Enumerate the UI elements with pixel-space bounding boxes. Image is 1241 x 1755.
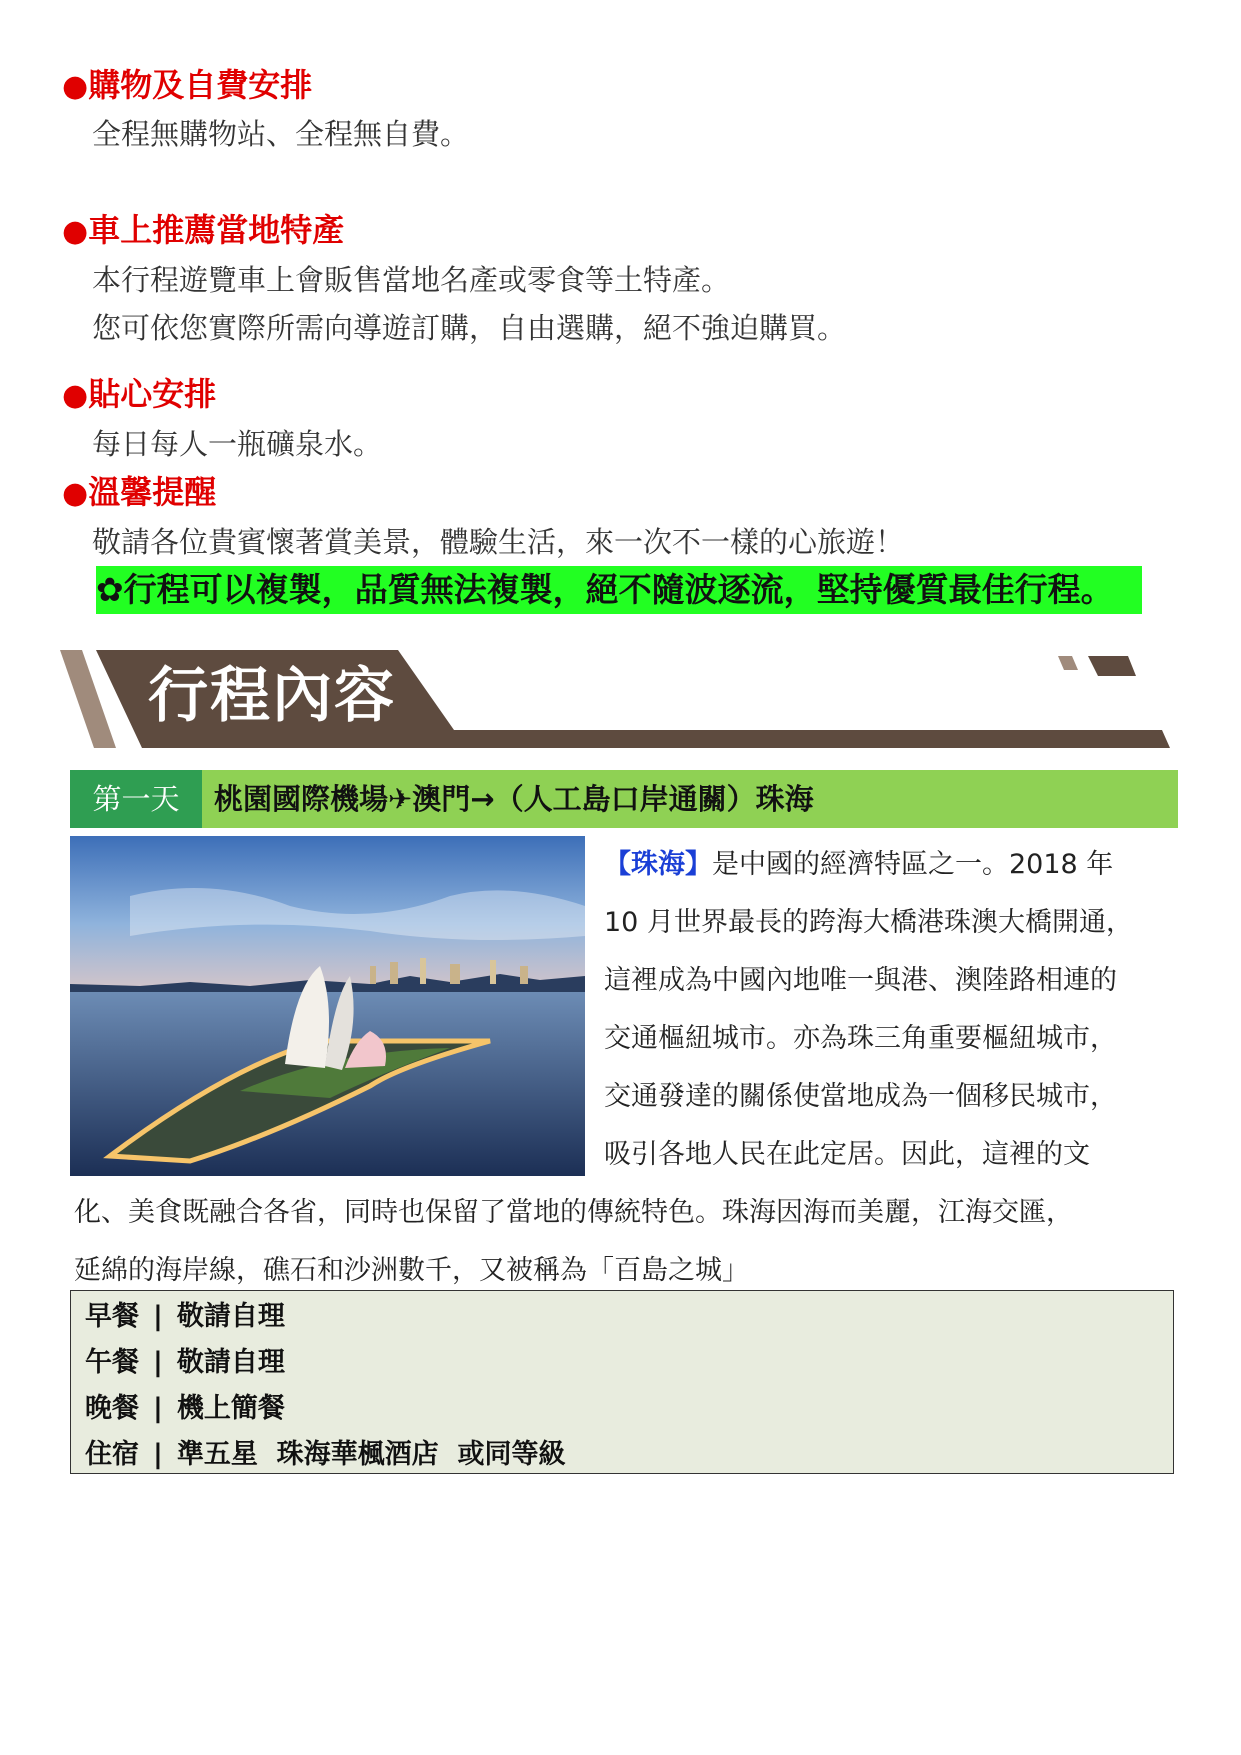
photo-illustration (70, 836, 585, 1176)
meal-label: 住宿 (85, 1439, 139, 1470)
meal-label: 早餐 (85, 1301, 139, 1332)
bullet-icon: ● (62, 476, 89, 511)
meal-value: 敬請自理 (176, 1347, 285, 1378)
meal-separator: | (153, 1393, 163, 1424)
section-text: 您可依您實際所需向導遊訂購，自由選購，絕不強迫購買。 (92, 311, 847, 345)
meal-value: 機上簡餐 (176, 1393, 285, 1424)
section-title: 購物及自費安排 (88, 66, 313, 104)
itinerary-title: 行程內容 (148, 661, 396, 731)
bullet-icon: ● (62, 214, 89, 249)
section-heading-specialties (62, 210, 344, 252)
section-heading-shopping (62, 65, 312, 107)
meal-row-hotel (85, 1435, 565, 1475)
bullet-icon: ● (62, 378, 89, 413)
description-line: 這裡成為中國內地唯一與港、澳陸路相連的 (604, 965, 1117, 996)
banner-accent-large (1088, 656, 1136, 676)
meal-separator: | (153, 1301, 163, 1332)
meal-separator: | (153, 1347, 163, 1378)
description-line: 化、美食既融合各省，同時也保留了當地的傳統特色。珠海因海而美麗，江海交匯， (74, 1197, 1073, 1228)
description-line: 10 月世界最長的跨海大橋港珠澳大橋開通， (604, 907, 1133, 938)
section-text: 本行程遊覽車上會販售當地名產或零食等土特產。 (92, 263, 731, 297)
slogan-banner: ✿行程可以複製，品質無法複製，絕不隨波逐流，堅持優質最佳行程。 (96, 566, 1142, 614)
banner-accent-small (1058, 656, 1078, 670)
meal-label: 午餐 (85, 1347, 139, 1378)
section-title: 車上推薦當地特產 (88, 211, 345, 249)
section-title: 溫馨提醒 (88, 473, 217, 511)
description-line: 吸引各地人民在此定居。因此，這裡的文 (604, 1139, 1090, 1170)
meal-row-dinner (85, 1389, 285, 1429)
meal-value: 準五星 珠海華楓酒店 或同等級 (176, 1439, 566, 1470)
meal-value: 敬請自理 (176, 1301, 285, 1332)
section-title: 貼心安排 (88, 375, 217, 413)
section-text: 敬請各位貴賓懷著賞美景，體驗生活，來一次不一樣的心旅遊！ (92, 525, 905, 559)
meals-table (70, 1290, 1174, 1474)
description-line: 交通發達的關係使當地成為一個移民城市， (604, 1081, 1117, 1112)
meal-row-breakfast (85, 1297, 285, 1337)
zhuhai-opera-house-photo (70, 836, 585, 1176)
description-highlight: 【珠海】 (604, 849, 712, 880)
bullet-icon: ● (62, 69, 89, 104)
description-line: 交通樞紐城市。亦為珠三角重要樞紐城市， (604, 1023, 1117, 1054)
meal-row-lunch (85, 1343, 285, 1383)
section-text: 全程無購物站、全程無自費。 (92, 117, 470, 151)
meal-label: 晚餐 (85, 1393, 139, 1424)
description-text: 是中國的經濟特區之一。2018 年 (712, 849, 1114, 880)
section-text: 每日每人一瓶礦泉水。 (92, 427, 383, 461)
day-route: 桃園國際機場✈澳門→（人工島口岸通關）珠海 (214, 782, 814, 816)
section-heading-reminder (62, 472, 216, 514)
day-label: 第一天 (70, 770, 202, 828)
section-heading-arrangements (62, 374, 216, 416)
meal-separator: | (153, 1439, 163, 1470)
description-line: 延綿的海岸線，礁石和沙洲數千，又被稱為「百島之城」 (74, 1255, 749, 1286)
description-line (604, 836, 1113, 894)
